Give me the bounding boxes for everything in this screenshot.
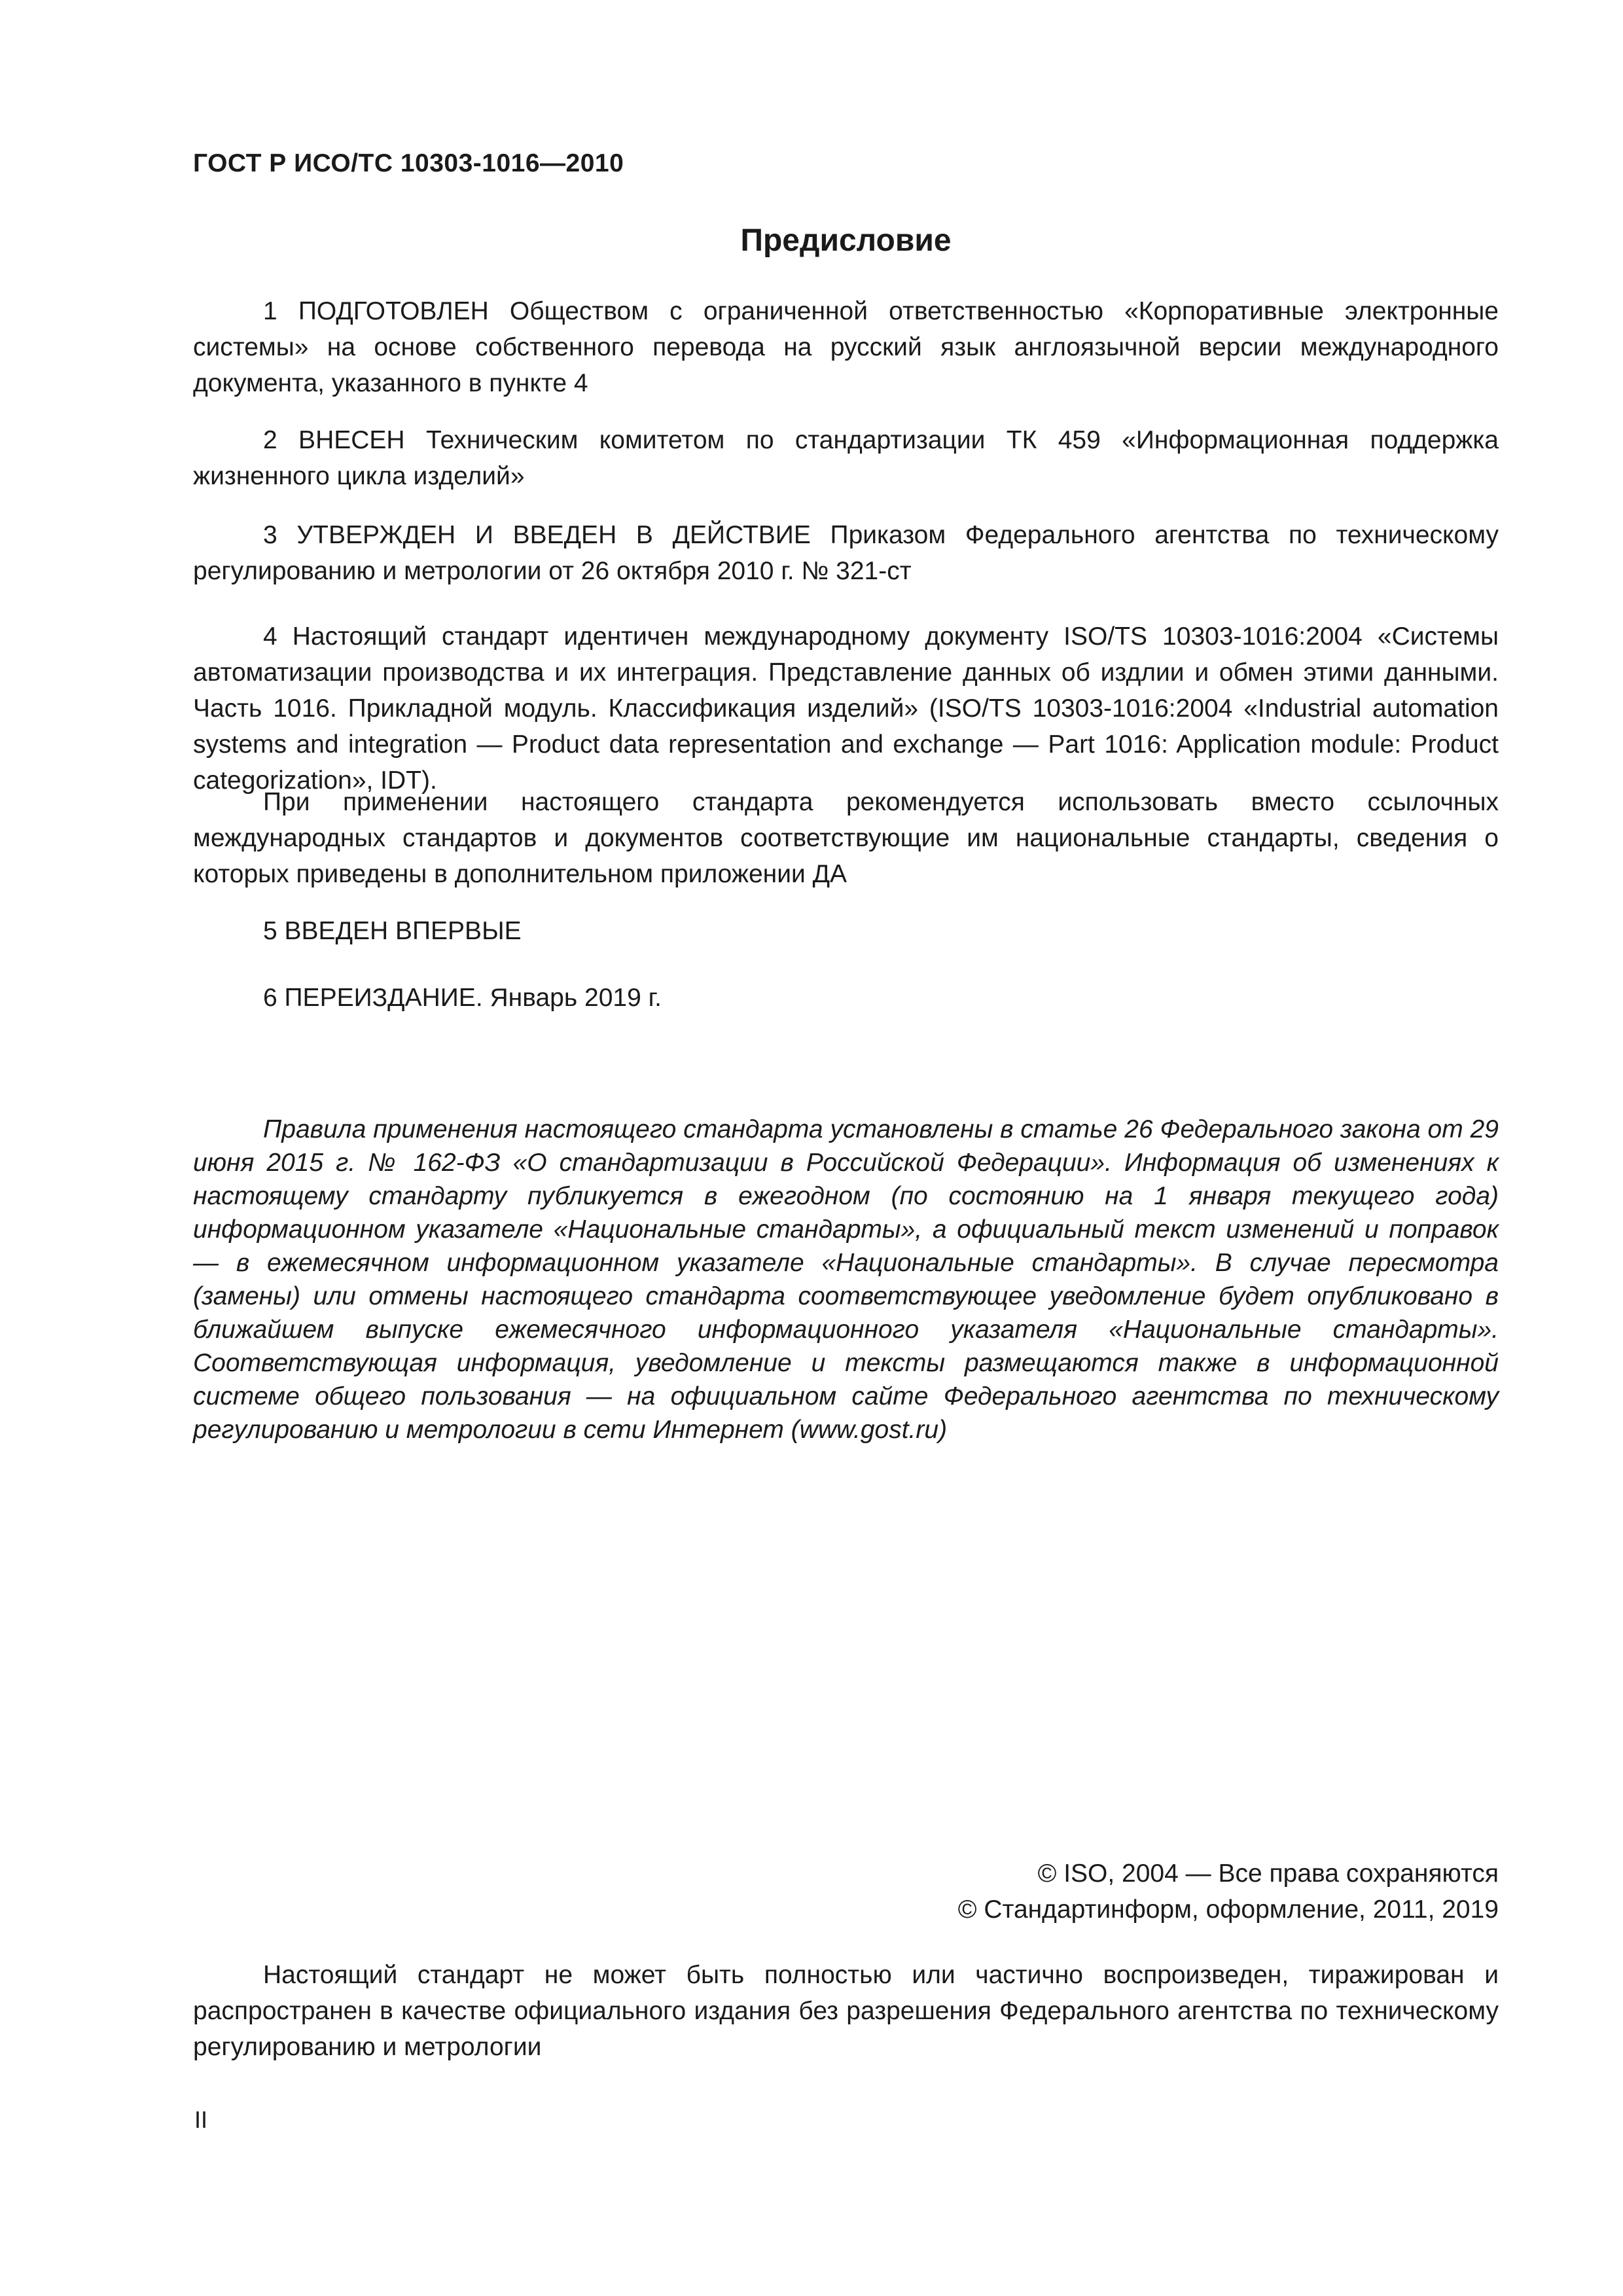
preface-item-3: 3 УТВЕРЖДЕН И ВВЕДЕН В ДЕЙСТВИЕ Приказом Федерального агентства по техническому регулированию и метрологии от 26 октября 2010 г. № 321-ст bbox=[193, 521, 1499, 585]
preface-item-4: 4 Настоящий стандарт идентичен международному документу ISO/TS 10303-1016:2004 «Системы автоматизации производства и их интеграция. Представление данных об издлии и обмен этими данными. Часть 1016. Прикладной модуль. Классификация изделий» (ISO/TS 10303-1016:2004 «Industrial automation systems and integration — Product data representation and exchange — Part 1016: Application module: Product categorization», IDT). bbox=[193, 622, 1499, 795]
reproduction-notice: Настоящий стандарт не может быть полностью или частично воспроизведен, тиражирован и распространен в качестве официального издания без разрешения Федерального агентства по техническому регулированию и метрологии bbox=[193, 1961, 1499, 2061]
copyright-iso: © ISO, 2004 — Все права сохраняются bbox=[1037, 1859, 1499, 1888]
preface-item-4-note: При применении настоящего стандарта рекомендуется использовать вместо ссылочных международных стандартов и документов соответствующие им национальные стандарты, сведения о которых приведены в дополнительном приложении ДА bbox=[193, 788, 1499, 888]
preface-item-6: 6 ПЕРЕИЗДАНИЕ. Январь 2019 г. bbox=[263, 984, 662, 1012]
preface-item-1: 1 ПОДГОТОВЛЕН Обществом с ограниченной ответственностью «Корпоративные электронные системы» на основе собственного перевода на русский язык англоязычной версии международного документа, указанного в пункте 4 bbox=[193, 297, 1499, 397]
copyright-standartinform: © Стандартинформ, оформление, 2011, 2019 bbox=[957, 1895, 1499, 1924]
rules-notice: Правила применения настоящего стандарта установлены в статье 26 Федерального закона от 29 июня 2015 г. № 162-ФЗ «О стандартизации в Российской Федерации». Информация об изменениях к настоящему стандарту публикуется в ежегодном (по состоянию на 1 января текущего года) информационном указателе «Национальные стандарты», а официальный текст изменений и поправок — в ежемесячном информационном указателе «Национальные стандарты». В случае пересмотра (замены) или отмены настоящего стандарта соответствующее уведомление будет опубликовано в ближайшем выпуске ежемесячного информационного указателя «Национальные стандарты». Соответствующая информация, уведомление и тексты размещаются также в информационной системе общего пользования — на официальном сайте Федерального агентства по техническому регулированию и метрологии в сети Интернет (www.gost.ru) bbox=[193, 1115, 1499, 1444]
preface-title: Предисловие bbox=[740, 223, 952, 258]
page-number: II bbox=[194, 2106, 208, 2133]
preface-item-5: 5 ВВЕДЕН ВПЕРВЫЕ bbox=[263, 917, 522, 945]
preface-item-2: 2 ВНЕСЕН Техническим комитетом по стандартизации ТК 459 «Информационная поддержка жизненного цикла изделий» bbox=[193, 426, 1499, 490]
document-code: ГОСТ Р ИСО/ТС 10303-1016—2010 bbox=[193, 149, 624, 177]
